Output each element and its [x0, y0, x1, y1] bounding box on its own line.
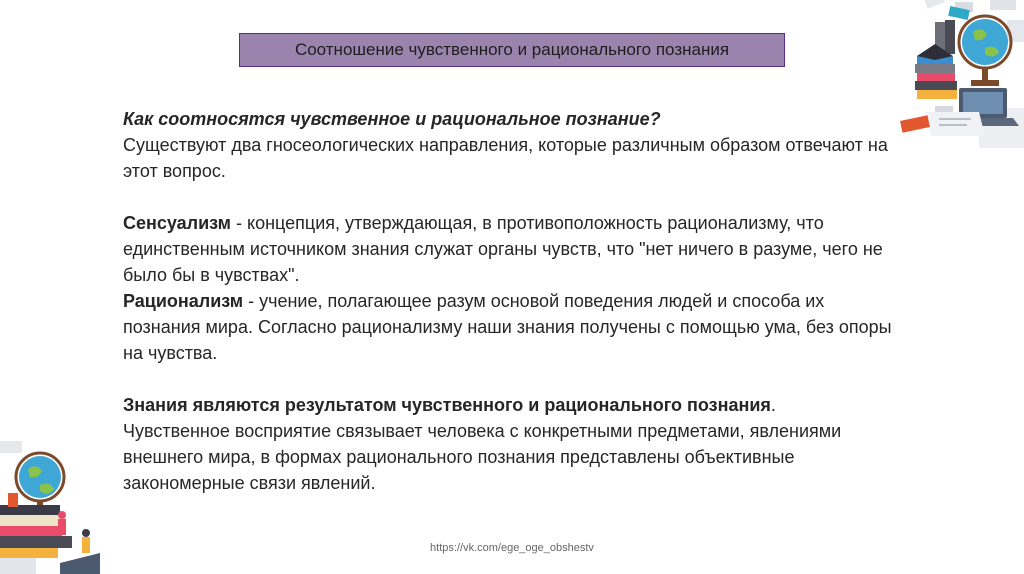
globe-books-people-illustration: [0, 435, 100, 574]
slide-body: [123, 106, 903, 496]
slide-title-text: Соотношение чувственного и рационального познания: [294, 40, 730, 59]
conclusion-paragraph: Чувственное восприятие связывает человека с конкретными предметами, явлениями внешнего мира, в формах рационального познания представлены объективные закономерные связи явлений.: [123, 421, 842, 493]
sensualism-definition: - концепция, утверждающая, в противоположность рационализму, что единственным источником знания служат органы чувств, что "нет ничего в разуме, чего не было бы в чувствах".: [123, 213, 883, 285]
conclusion-bold: Знания являются результатом чувственного и рационального познания: [123, 395, 771, 415]
books-globe-laptop-illustration: [895, 0, 1024, 150]
slide-title: [239, 33, 785, 67]
sensualism-paragraph: [123, 210, 903, 288]
sensualism-term: Сенсуализм: [123, 213, 231, 233]
intro-paragraph: Существуют два гносеологических направления, которые различным образом отвечают на этот вопрос.: [123, 135, 888, 181]
conclusion-dot: .: [770, 395, 776, 415]
rationalism-term: Рационализм: [123, 291, 244, 311]
footer-url: https://vk.com/ege_oge_obshestv: [430, 542, 594, 554]
conclusion-heading: [123, 392, 903, 418]
question-heading: Как соотносятся чувственное и рациональное познание?: [123, 109, 661, 129]
rationalism-paragraph: [123, 288, 903, 366]
rationalism-definition: - учение, полагающее разум основой поведения людей и способа их познания мира. Согласно рационализму наши знания получены с помощью ума, без опоры на чувства.: [123, 291, 892, 363]
